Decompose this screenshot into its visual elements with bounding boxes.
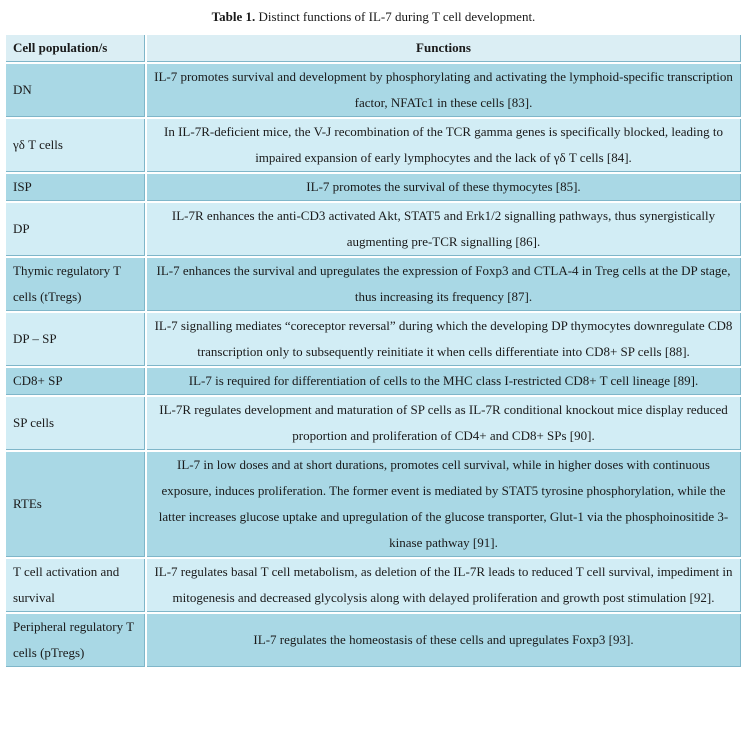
function-cell: In IL-7R-deficient mice, the V-J recombination of the TCR gamma genes is specifically blocked, leading to impaired expansion of early lymphocytes and the lack of γδ T cells [84]. (147, 119, 741, 172)
population-cell: DP (6, 203, 145, 256)
table-row (6, 397, 741, 450)
table-row (6, 452, 741, 557)
table-caption-text: Distinct functions of IL-7 during T cell development. (255, 9, 536, 24)
table-header-row (6, 35, 741, 62)
population-cell: Thymic regulatory T cells (tTregs) (6, 258, 145, 311)
table-row (6, 119, 741, 172)
population-cell: DP – SP (6, 313, 145, 366)
table-row (6, 614, 741, 667)
population-cell: SP cells (6, 397, 145, 450)
table-row (6, 368, 741, 395)
header-cell-functions: Functions (147, 35, 741, 62)
table-caption-label: Table 1. (211, 9, 256, 24)
table-row (6, 64, 741, 117)
table-row (6, 258, 741, 311)
population-cell: T cell activation and survival (6, 559, 145, 612)
function-cell: IL-7R regulates development and maturation of SP cells as IL-7R conditional knockout mice display reduced proportion and proliferation of CD4+ and CD8+ SPs [90]. (147, 397, 741, 450)
function-cell: IL-7 is required for differentiation of cells to the MHC class I-restricted CD8+ T cell lineage [89]. (147, 368, 741, 395)
function-cell: IL-7R enhances the anti-CD3 activated Akt, STAT5 and Erk1/2 signalling pathways, thus synergistically augmenting pre-TCR signalling [86]. (147, 203, 741, 256)
function-cell: IL-7 regulates the homeostasis of these cells and upregulates Foxp3 [93]. (147, 614, 741, 667)
table-row (6, 559, 741, 612)
il7-functions-table (4, 33, 743, 669)
header-cell-population: Cell population/s (6, 35, 145, 62)
population-cell: DN (6, 64, 145, 117)
population-cell: ISP (6, 174, 145, 201)
function-cell: IL-7 enhances the survival and upregulates the expression of Foxp3 and CTLA-4 in Treg cells at the DP stage, thus increasing its frequency [87]. (147, 258, 741, 311)
population-cell: Peripheral regulatory T cells (pTregs) (6, 614, 145, 667)
function-cell: IL-7 regulates basal T cell metabolism, as deletion of the IL-7R leads to reduced T cell survival, impediment in mitogenesis and decreased glycolysis along with delayed proliferation and growth post stimulation [92]. (147, 559, 741, 612)
function-cell: IL-7 promotes survival and development by phosphorylating and activating the lymphoid-specific transcription factor, NFATc1 in these cells [83]. (147, 64, 741, 117)
table-row (6, 203, 741, 256)
function-cell: IL-7 signalling mediates “coreceptor reversal” during which the developing DP thymocytes downregulate CD8 transcription only to subsequently reinitiate it when cells differentiate into CD8+ SP cells [88]. (147, 313, 741, 366)
table-caption (0, 8, 747, 26)
population-cell: RTEs (6, 452, 145, 557)
population-cell: CD8+ SP (6, 368, 145, 395)
table-row (6, 313, 741, 366)
function-cell: IL-7 in low doses and at short durations, promotes cell survival, while in higher doses with continuous exposure, induces proliferation. The former event is mediated by STAT5 tyrosine phosphorylation, while the latter increases glucose uptake and upregulation of the glucose transporter, Glut-1 via the phosphoinositide 3-kinase pathway [91]. (147, 452, 741, 557)
function-cell: IL-7 promotes the survival of these thymocytes [85]. (147, 174, 741, 201)
table-row (6, 174, 741, 201)
population-cell: γδ T cells (6, 119, 145, 172)
